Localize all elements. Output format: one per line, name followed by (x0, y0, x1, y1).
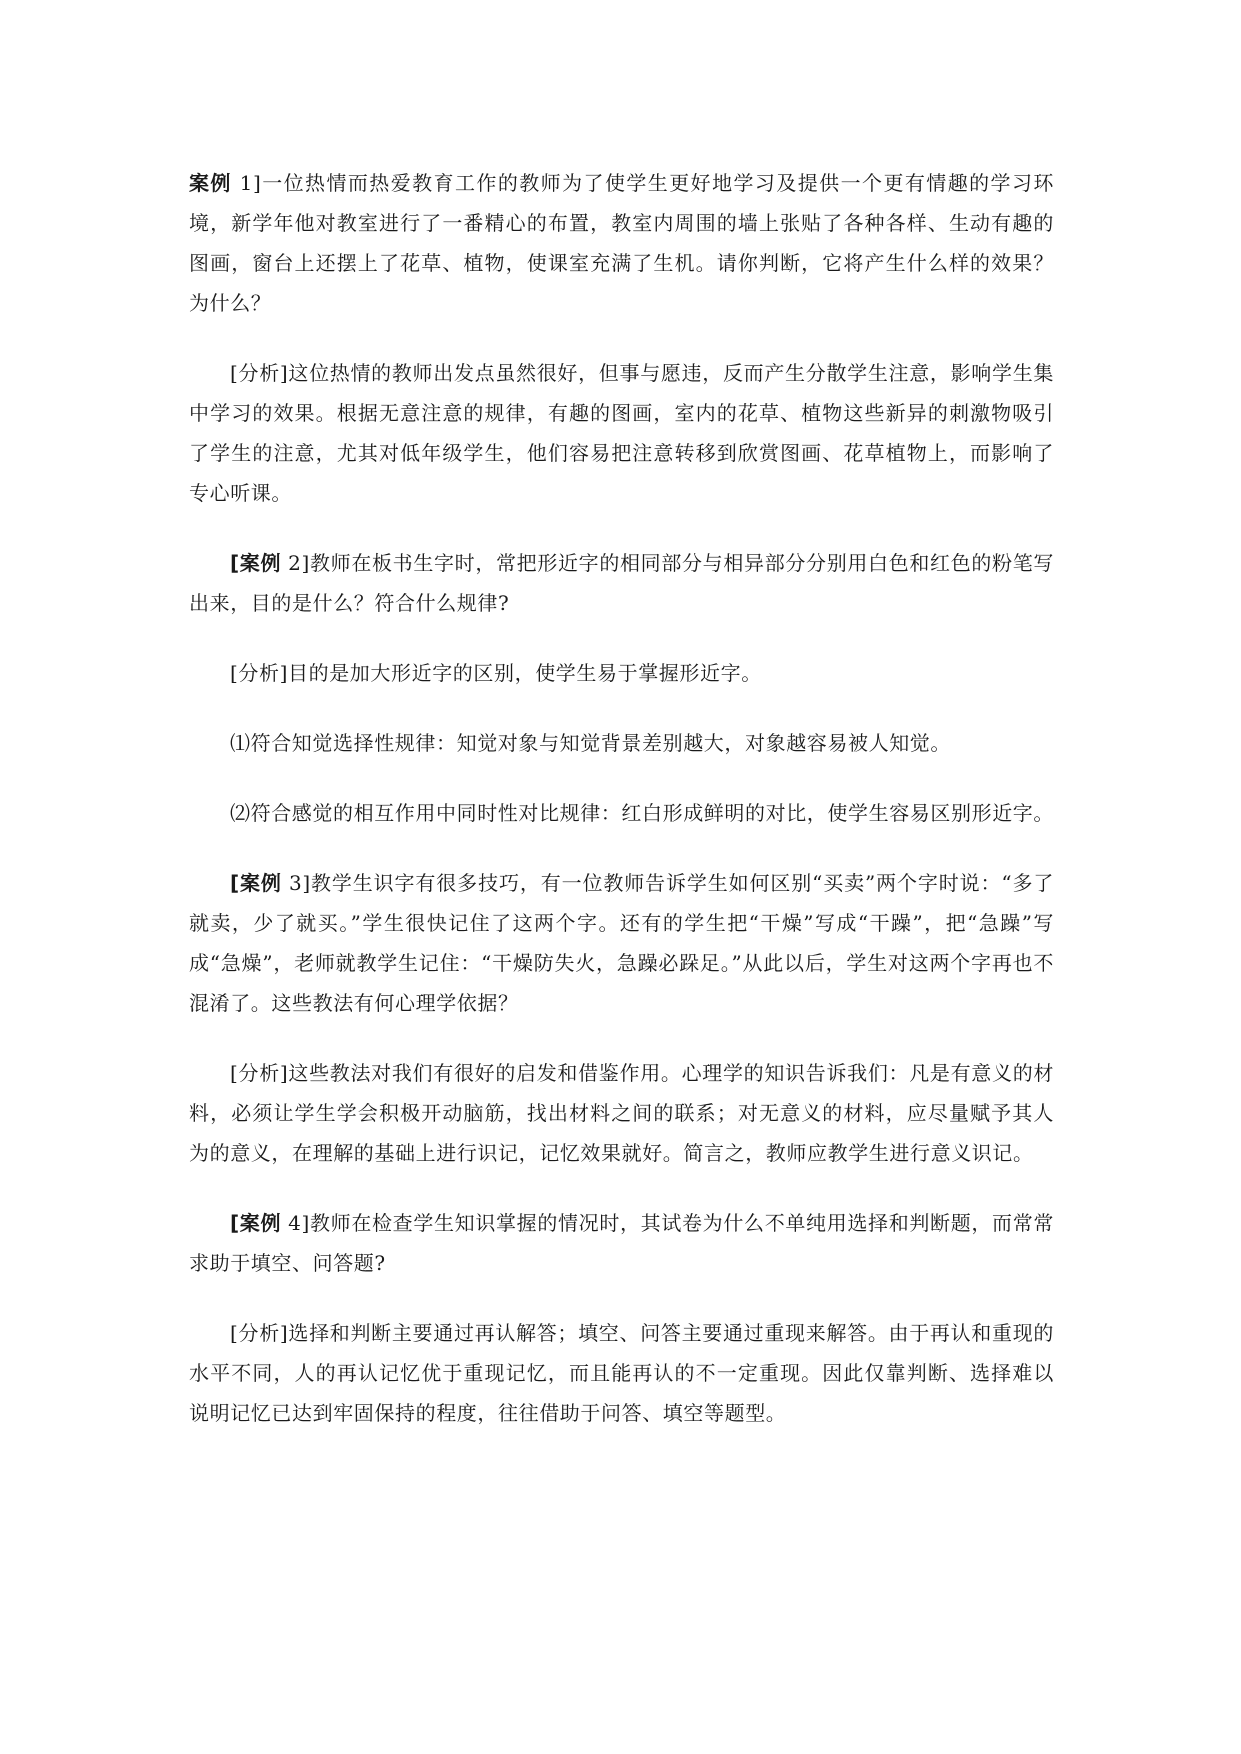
case-label: [案例 (230, 871, 282, 895)
case-label: [案例 (230, 1211, 282, 1235)
case-text: 3]教学生识字有很多技巧，有一位教师告诉学生如何区别“买卖”两个字时说：“多了就卖，少了就买。”学生很快记住了这两个字。还有的学生把“干燥”写成“干躁”，把“急躁”写成“急燥”，老师就教学生记住：“干燥防失火，急躁必跺足。”从此以后，学生对这两个字再也不混淆了。这些教法有何心理学依据？ (189, 871, 1054, 1015)
analysis-2-point-2: ⑵符合感觉的相互作用中同时性对比规律：红白形成鲜明的对比，使学生容易区别形近字。 (230, 801, 1054, 825)
case-3-paragraph (189, 863, 1054, 1023)
analysis-2-paragraph: [分析]目的是加大形近字的区别，使学生易于掌握形近字。 (230, 661, 762, 685)
case-label: [案例 (230, 551, 282, 575)
document-body (189, 163, 1054, 1463)
analysis-4-paragraph: [分析]选择和判断主要通过再认解答；填空、问答主要通过重现来解答。由于再认和重现的水平不同，人的再认记忆优于重现记忆，而且能再认的不一定重现。因此仅靠判断、选择难以说明记忆已达到牢固保持的程度，往往借助于问答、填空等题型。 (189, 1321, 1054, 1425)
case-label: 案例 (189, 171, 232, 195)
case-1-paragraph (189, 163, 1054, 323)
analysis-1-paragraph: [分析]这位热情的教师出发点虽然很好，但事与愿违，反而产生分散学生注意，影响学生集中学习的效果。根据无意注意的规律，有趣的图画，室内的花草、植物这些新异的刺激物吸引了学生的注意，尤其对低年级学生，他们容易把注意转移到欣赏图画、花草植物上，而影响了专心听课。 (189, 361, 1054, 505)
case-text: 1]一位热情而热爱教育工作的教师为了使学生更好地学习及提供一个更有情趣的学习环境，新学年他对教室进行了一番精心的布置，教室内周围的墙上张贴了各种各样、生动有趣的图画，窗台上还摆上了花草、植物，使课室充满了生机。请你判断，它将产生什么样的效果？为什么？ (189, 171, 1055, 315)
case-2-paragraph (189, 543, 1054, 623)
case-text: 2]教师在板书生字时，常把形近字的相同部分与相异部分分别用白色和红色的粉笔写出来，目的是什么？符合什么规律? (189, 551, 1054, 615)
case-text: 4]教师在检查学生知识掌握的情况时，其试卷为什么不单纯用选择和判断题，而常常求助于填空、问答题? (189, 1211, 1054, 1275)
analysis-2-point-1: ⑴符合知觉选择性规律：知觉对象与知觉背景差别越大，对象越容易被人知觉。 (230, 731, 951, 755)
analysis-3-paragraph: [分析]这些教法对我们有很好的启发和借鉴作用。心理学的知识告诉我们：凡是有意义的材料，必须让学生学会积极开动脑筋，找出材料之间的联系；对无意义的材料，应尽量赋予其人为的意义，在理解的基础上进行识记，记忆效果就好。简言之，教师应教学生进行意义识记。 (189, 1061, 1054, 1165)
case-4-paragraph (189, 1203, 1054, 1283)
